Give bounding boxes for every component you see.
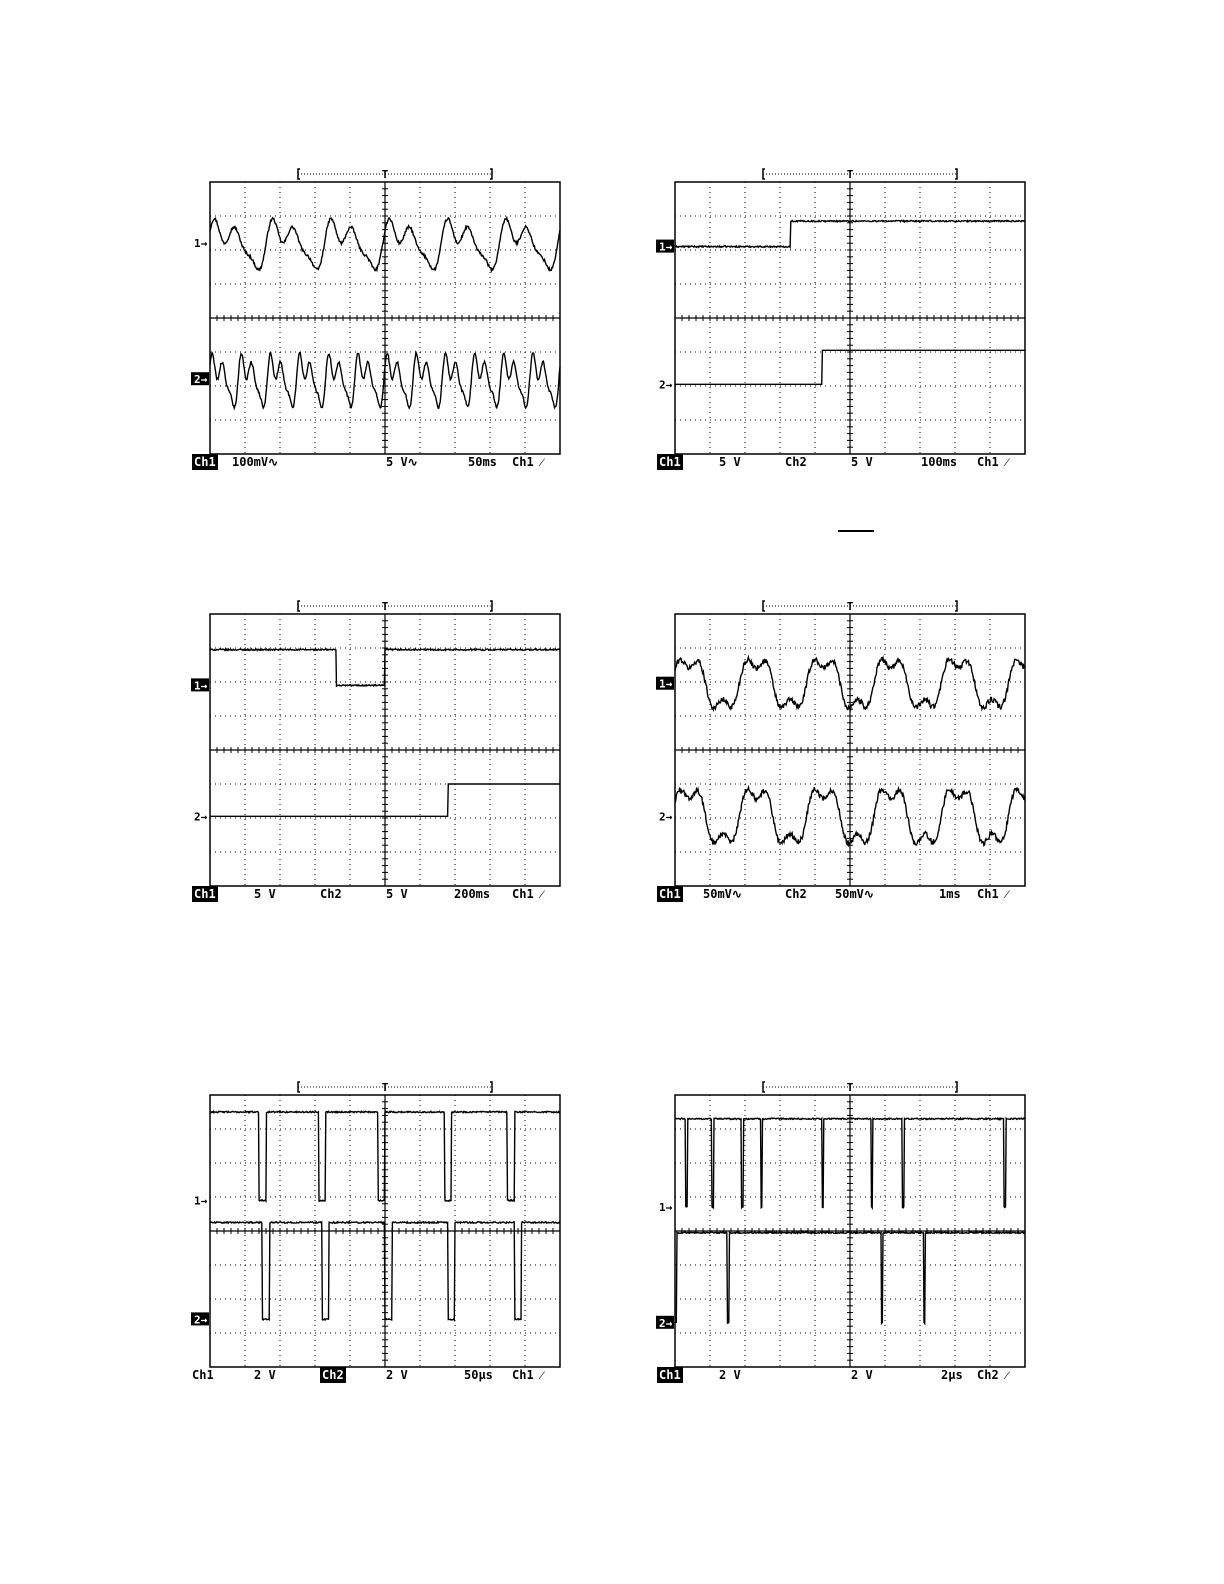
status-timebase: 100ms [921,455,958,469]
status-trigger: Ch1 ⁄ [512,455,543,469]
trigger-position-marker: T [381,600,389,613]
status-ch2-volts: 50mV∿ [835,887,874,901]
ch2-marker: 2→ [194,1313,208,1327]
status-ch2-volts: 2 V [851,1368,873,1382]
scope-D [655,599,1025,919]
status-ch1-volts: 5 V [254,887,276,901]
status-ch1-volts: 2 V [719,1368,741,1382]
ch1-marker: 1→ [194,1194,208,1208]
overline-mark [838,530,874,532]
trigger-position-marker: T [846,600,854,613]
ch1-marker: 1→ [194,679,208,693]
status-ch2-volts: 5 V∿ [386,455,418,469]
status-timebase: 50ms [468,455,497,469]
ch2-marker: 2→ [659,378,673,392]
ch1-marker: 1→ [194,237,208,251]
status-timebase: 50µs [464,1368,493,1382]
scope-A-screen [190,167,560,467]
scope-E [190,1080,560,1400]
ch2-marker: 2→ [659,1316,673,1330]
scope-B [655,167,1025,487]
status-trigger: Ch2 ⁄ [977,1368,1008,1382]
scope-E-status [190,1367,560,1383]
ch1-marker: 1→ [659,677,673,691]
status-ch1-label: Ch1 [194,455,216,469]
ch2-marker: 2→ [194,373,208,387]
status-ch2-label: Ch2 [785,887,807,901]
status-ch1-volts: 5 V [719,455,741,469]
status-ch1-label: Ch1 [659,1368,681,1382]
trigger-position-marker: T [381,1081,389,1094]
ch1-marker: 1→ [659,1201,673,1215]
status-timebase: 2µs [941,1368,963,1382]
status-ch1-label: Ch1 [659,455,681,469]
scope-C-status [190,886,560,902]
status-trigger: Ch1 ⁄ [977,455,1008,469]
status-ch2-volts: 2 V [386,1368,408,1382]
status-timebase: 1ms [939,887,961,901]
scope-B-screen [655,167,1025,467]
trace-ch2 [210,1222,560,1320]
status-ch2-label: Ch2 [322,1368,344,1382]
scope-E-screen [190,1080,560,1380]
status-ch1-volts: 100mV∿ [232,455,279,469]
trace-ch1 [210,649,560,686]
trace-ch1 [210,1111,560,1201]
scope-D-status [655,886,1025,902]
trigger-position-marker: T [846,168,854,181]
status-ch1-label: Ch1 [194,887,216,901]
scope-B-status [655,454,1025,470]
status-ch1-label: Ch1 [192,1368,214,1382]
scope-F-status [655,1367,1025,1383]
scope-D-screen [655,599,1025,899]
status-timebase: 200ms [454,887,491,901]
status-ch1-volts: 50mV∿ [703,887,742,901]
scope-C [190,599,560,919]
status-ch1-label: Ch1 [659,887,681,901]
status-trigger: Ch1 ⁄ [512,1368,543,1382]
scope-A [190,167,560,487]
status-ch2-label: Ch2 [785,455,807,469]
status-ch1-volts: 2 V [254,1368,276,1382]
scope-A-status [190,454,560,470]
ch2-marker: 2→ [194,810,208,824]
trigger-position-marker: T [381,168,389,181]
status-ch2-label: Ch2 [320,887,342,901]
scope-F-screen [655,1080,1025,1380]
status-trigger: Ch1 ⁄ [977,887,1008,901]
status-ch2-volts: 5 V [851,455,873,469]
scope-C-screen [190,599,560,899]
ch1-marker: 1→ [659,240,673,254]
ch2-marker: 2→ [659,810,673,824]
status-ch2-volts: 5 V [386,887,408,901]
status-trigger: Ch1 ⁄ [512,887,543,901]
trigger-position-marker: T [846,1081,854,1094]
scope-F [655,1080,1025,1400]
